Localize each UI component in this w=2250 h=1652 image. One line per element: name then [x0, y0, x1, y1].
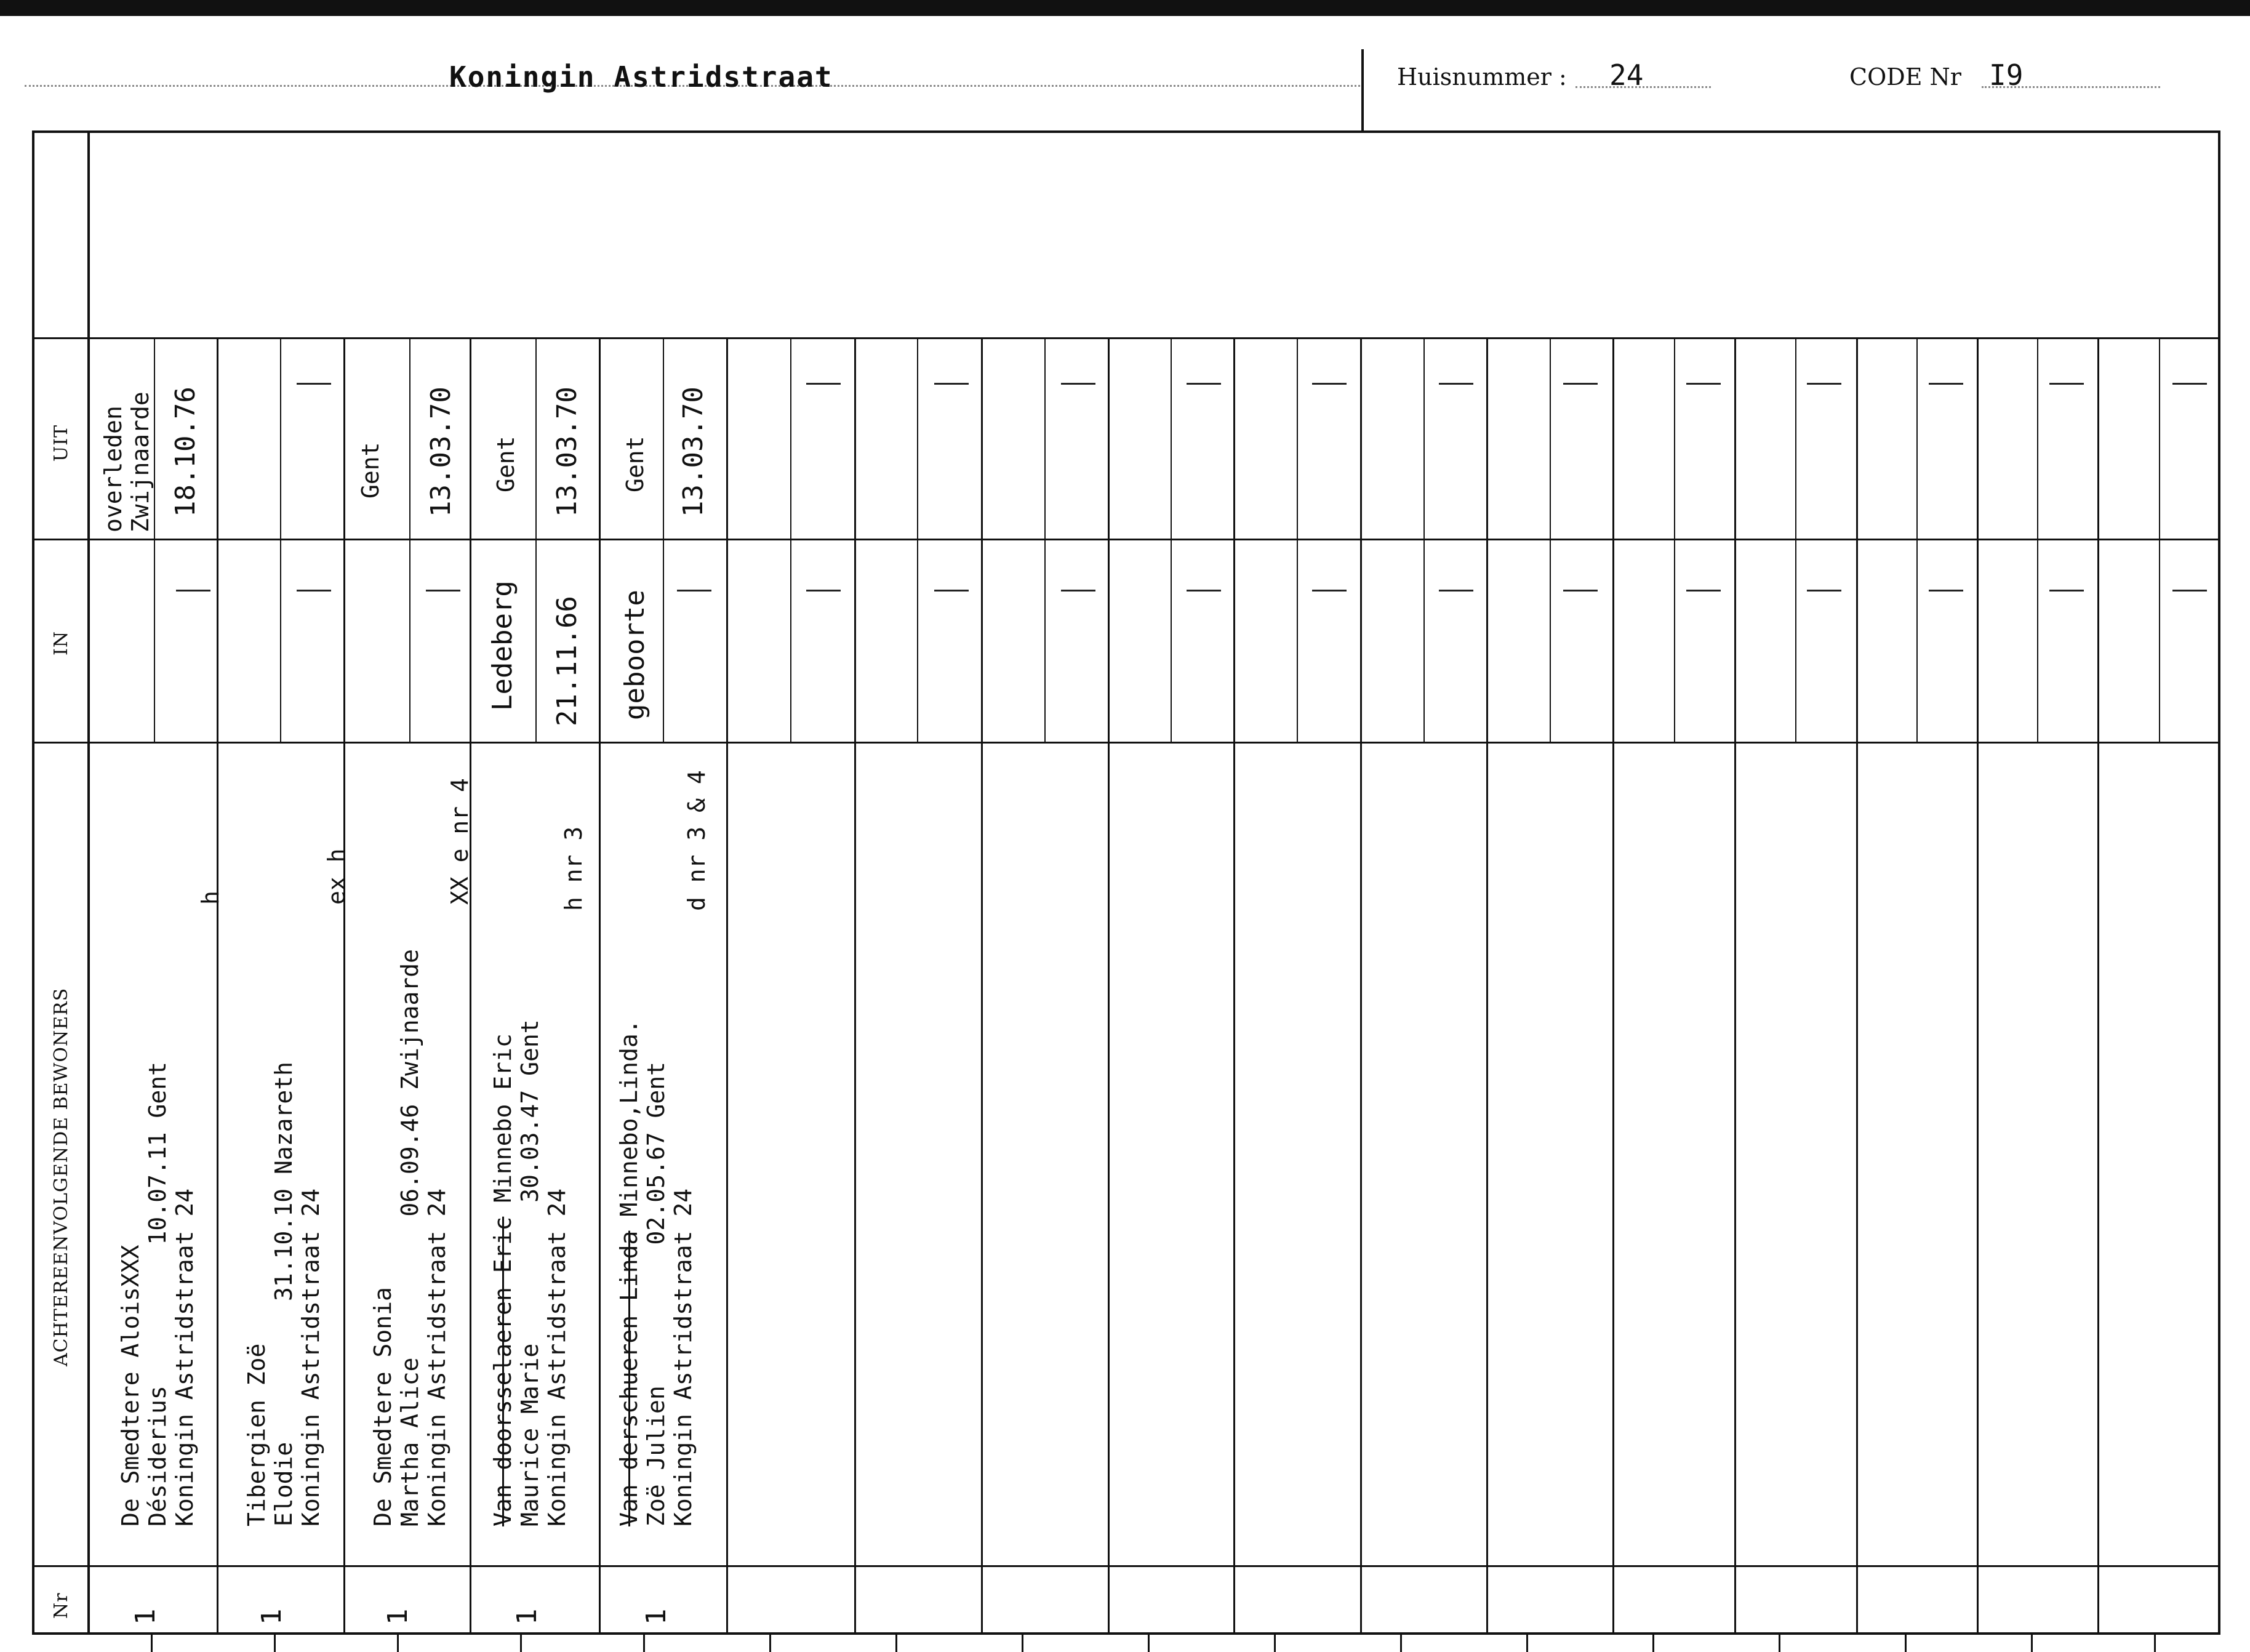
sub-divider [1674, 337, 1675, 742]
row4-name-line1: Minnebo Eric [489, 1033, 516, 1203]
empty-dash [806, 590, 841, 591]
row3-nr: 1 [382, 1608, 414, 1625]
row5-name-line3: Koningin Astridstraat 24 [670, 1188, 697, 1526]
col-divider [1360, 337, 1362, 1635]
row2-resident [243, 1062, 324, 1526]
row1-nr: 1 [130, 1608, 161, 1625]
street-name: Koningin Astridstraat [449, 60, 833, 94]
bottom-tick [769, 1635, 771, 1652]
row4-name-strike: Van doorsselaeren Eric [489, 1216, 516, 1526]
sub-divider [409, 337, 410, 742]
row4-name-line2: Maurice Marie 30.03.47 Gent [516, 1019, 543, 1526]
row5-resident [615, 1019, 697, 1526]
empty-dash [2172, 590, 2207, 591]
sub-divider [154, 337, 155, 742]
row3-resident [369, 949, 450, 1526]
register-table [32, 130, 2220, 1635]
empty-dash [1686, 590, 1721, 591]
bottom-tick [895, 1635, 897, 1652]
col-divider [470, 337, 471, 1635]
row5-uit-place: Gent [622, 436, 649, 492]
sub-divider [1044, 337, 1046, 742]
col-divider [217, 337, 218, 1635]
empty-dash [2172, 383, 2207, 385]
row-divider-residents-nr [32, 1565, 2220, 1567]
sub-divider [1795, 337, 1796, 742]
empty-dash [1807, 383, 1841, 385]
top-edge-bar [0, 0, 2250, 16]
row5-name-line2: Zoë Julien 02.05.67 Gent [643, 1062, 670, 1526]
empty-dash [1929, 590, 1963, 591]
col-divider [1233, 337, 1235, 1635]
sub-divider [1916, 337, 1918, 742]
row2-role: ex h [323, 848, 350, 905]
empty-dash [1807, 590, 1841, 591]
header-separator [1361, 49, 1364, 132]
empty-dash [2049, 590, 2084, 591]
row5-name-line1: Minnebo,Linda. [615, 1019, 643, 1217]
empty-dash [806, 383, 841, 385]
row1-uit-date: 18.10.76 [170, 387, 201, 517]
empty-dash [426, 590, 460, 591]
bottom-tick [151, 1635, 153, 1652]
row2-name-line2: Elodie 31.10.10 Nazareth [270, 1062, 297, 1526]
code-number-label: CODE Nr [1849, 63, 1961, 90]
row1-resident [117, 1062, 198, 1526]
row3-uit-place: Gent [357, 442, 384, 499]
row3-name-line2: Martha Alice 06.09.46 Zwijnaarde [396, 949, 423, 1526]
bottom-tick [643, 1635, 645, 1652]
row2-name-line3: Koningin Astridstraat 24 [297, 1188, 324, 1526]
bottom-tick [2154, 1635, 2156, 1652]
row5-uit-date: 13.03.70 [678, 387, 709, 517]
col-divider [726, 337, 728, 1635]
sub-divider [790, 337, 791, 742]
row3-uit-date: 13.03.70 [425, 387, 457, 517]
col-divider [1486, 337, 1488, 1635]
col-divider [1977, 337, 1979, 1635]
sub-divider [1550, 337, 1551, 742]
row1-name-line2: Désiderius 10.07.11 Gent [144, 1062, 171, 1526]
empty-dash [1061, 383, 1095, 385]
empty-dash [1439, 590, 1473, 591]
in-label: IN [50, 630, 72, 656]
row5-nr: 1 [641, 1608, 672, 1625]
col-divider [1108, 337, 1110, 1635]
empty-dash [1061, 590, 1095, 591]
col-divider [343, 337, 345, 1635]
nr-label: Nr [50, 1592, 72, 1619]
house-number-value: 24 [1609, 58, 1644, 92]
bottom-tick [1779, 1635, 1780, 1652]
row2-name-line1: Tibergien Zoë [243, 1343, 270, 1526]
col-divider [599, 337, 601, 1635]
empty-dash [297, 590, 331, 591]
label-column-divider [87, 130, 90, 1635]
empty-dash [1929, 383, 1963, 385]
bottom-tick [1022, 1635, 1023, 1652]
empty-dash [934, 383, 969, 385]
bottom-tick [397, 1635, 399, 1652]
col-divider [1612, 337, 1614, 1635]
col-divider [1734, 337, 1736, 1635]
row5-name-strike: Van derschueren Linda [615, 1230, 643, 1526]
row4-in-place: Ledeberg [487, 580, 518, 711]
sub-divider [1297, 337, 1298, 742]
empty-dash [176, 590, 210, 591]
row4-nr: 1 [511, 1608, 543, 1625]
row1-role: h [197, 891, 224, 905]
sub-divider [663, 337, 664, 742]
row4-role: h nr 3 [560, 826, 587, 911]
empty-dash [934, 590, 969, 591]
sub-divider [2159, 337, 2160, 742]
empty-dash [1686, 383, 1721, 385]
bottom-tick [274, 1635, 276, 1652]
row-divider-uit-in [32, 539, 2220, 540]
house-number-label: Huisnummer : [1397, 63, 1567, 90]
row4-in-date: 21.11.66 [551, 596, 583, 726]
row-divider-in-residents [32, 742, 2220, 744]
empty-dash [1563, 383, 1598, 385]
bottom-tick [1652, 1635, 1654, 1652]
empty-dash [1187, 590, 1221, 591]
row4-name-line3: Koningin Astridstraat 24 [543, 1188, 571, 1526]
sub-divider [280, 337, 281, 742]
sub-divider [917, 337, 918, 742]
row1-name-line3: Koningin Astridstraat 24 [171, 1188, 198, 1526]
row1-name-line1: De Smedtere AloisXXX [117, 1245, 144, 1526]
empty-dash [1439, 383, 1473, 385]
row3-role: XX e nr 4 [446, 778, 473, 905]
bottom-tick [1148, 1635, 1150, 1652]
bottom-tick [1274, 1635, 1276, 1652]
empty-dash [677, 590, 711, 591]
bottom-tick [1400, 1635, 1402, 1652]
col-divider [2097, 337, 2099, 1635]
sub-divider [535, 337, 537, 742]
row5-in-place: geboorte [619, 590, 651, 720]
row3-name-line3: Koningin Astridstraat 24 [423, 1188, 450, 1526]
empty-dash [1563, 590, 1598, 591]
row4-uit-date: 13.03.70 [551, 387, 583, 517]
col-divider [981, 337, 983, 1635]
empty-dash [1312, 590, 1347, 591]
bottom-tick [1526, 1635, 1528, 1652]
row1-uit-place: overleden Zwijnaarde [100, 391, 154, 532]
residents-label: ACHTEREENVOLGENDE BEWONERS [50, 987, 72, 1366]
sub-divider [1171, 337, 1172, 742]
bottom-tick [520, 1635, 522, 1652]
empty-dash [2049, 383, 2084, 385]
sub-divider [1423, 337, 1425, 742]
col-divider [854, 337, 856, 1635]
col-divider [1856, 337, 1858, 1635]
bottom-tick [2031, 1635, 2033, 1652]
row-divider-label-top [32, 337, 89, 339]
row5-role: d nr 3 & 4 [683, 770, 710, 911]
empty-dash [297, 383, 331, 385]
row3-name-line1: De Smedtere Sonia [369, 1287, 396, 1526]
code-number-value: I9 [1989, 58, 2024, 92]
bottom-tick [1905, 1635, 1907, 1652]
empty-dash [1312, 383, 1347, 385]
sub-divider [2037, 337, 2038, 742]
empty-dash [1187, 383, 1221, 385]
row4-resident [489, 1019, 571, 1526]
row4-uit-place: Gent [492, 436, 519, 492]
row2-nr: 1 [256, 1608, 287, 1625]
row-divider-top [87, 337, 2220, 339]
uit-label: UIT [50, 424, 72, 462]
